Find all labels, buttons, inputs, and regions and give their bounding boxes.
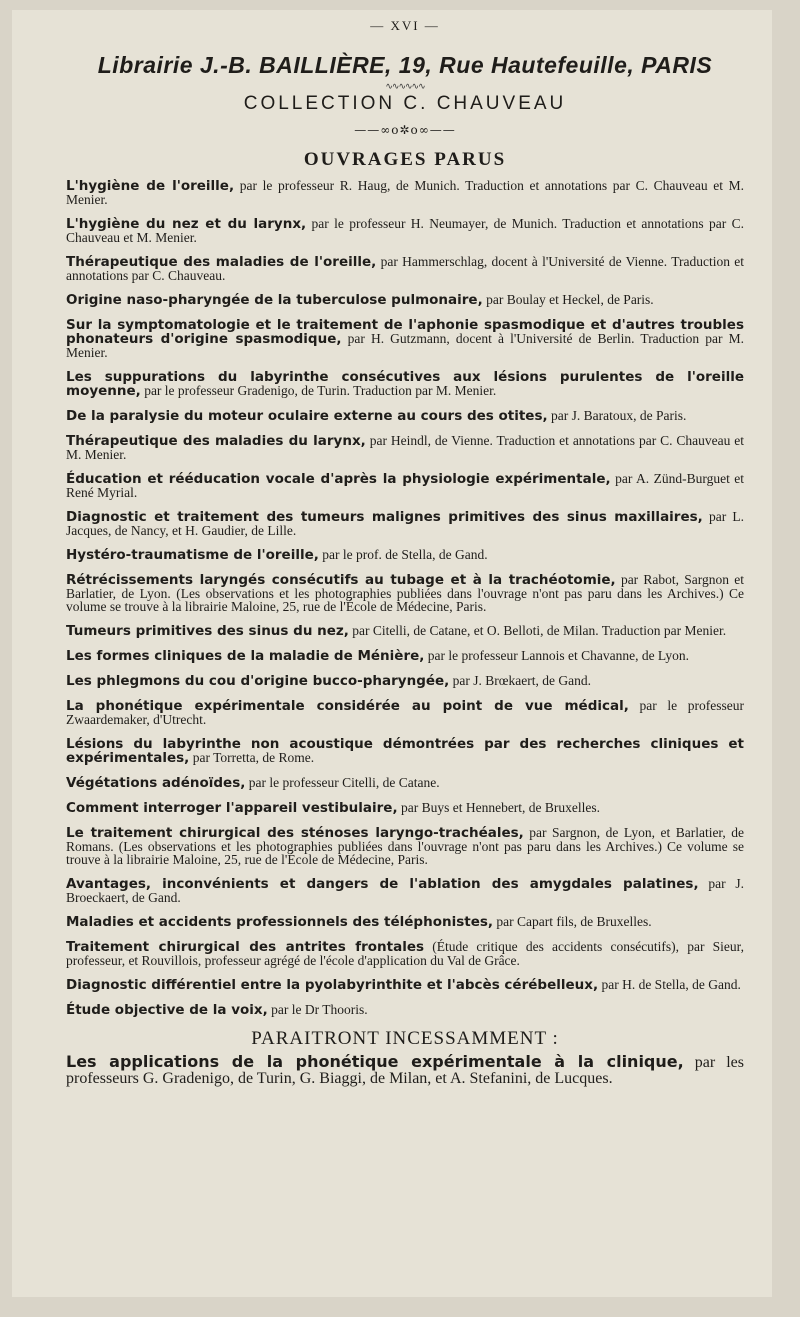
book-title: Les phlegmons du cou d'origine bucco-pharyngée, [66, 673, 450, 689]
page-number: — XVI — [370, 18, 440, 33]
book-title: Lésions du labyrinthe non acoustique démontrées par des recherches cliniques et expérimentales, [66, 736, 744, 766]
book-details: par le prof. de Stella, de Gand. [322, 547, 488, 562]
book-details: par L. Jacques, de Nancy, et H. Gaudier, de Lille. [66, 509, 745, 538]
published-list [66, 179, 744, 1017]
book-entry [66, 915, 744, 929]
book-details: par Capart fils, de Bruxelles. [496, 914, 652, 929]
book-title: Les formes cliniques de la maladie de Ménière, [66, 648, 425, 664]
book-entry [66, 548, 744, 562]
book-entry [66, 434, 744, 461]
book-entry [66, 826, 744, 866]
book-entry [66, 877, 744, 904]
book-details: par Buys et Hennebert, de Bruxelles. [400, 800, 601, 815]
book-page [12, 10, 772, 1297]
book-details: par J. Brœkaert, de Gand. [452, 673, 592, 688]
book-title: Diagnostic différentiel entre la pyolabyrinthite et l'abcès cérébelleux, [66, 977, 599, 993]
book-title: L'hygiène de l'oreille, [66, 178, 235, 194]
book-entry [66, 737, 744, 765]
book-entry [66, 318, 744, 359]
book-entry [66, 217, 744, 244]
book-details: par H. Gutzmann, docent à l'Université de Berlin. Traduction par M. Menier. [66, 331, 744, 360]
book-details: par le professeur H. Neumayer, de Munich. Traduction et annotations par C. Chauveau et M. Menier. [66, 216, 744, 245]
published-section-title: OUVRAGES PARUS [303, 149, 507, 170]
book-details: par J. Baratoux, de Paris. [551, 408, 687, 423]
book-title: Sur la symptomatologie et le traitement de l'aphonie spasmodique et d'autres troubles phonateurs d'origine spasmodique, [66, 317, 744, 347]
book-title: Les applications de la phonétique expérimentale à la clinique, [66, 1052, 684, 1071]
book-details: par Heindl, de Vienne. Traduction et annotations par C. Chauveau et M. Menier. [66, 433, 745, 462]
book-details: par le professeur R. Haug, de Munich. Traduction et annotations par C. Chauveau et M. Menier. [66, 178, 744, 207]
book-title: Avantages, inconvénients et dangers de l'ablation des amygdales palatines, [66, 876, 699, 892]
book-details: par le professeur Citelli, de Catane. [248, 775, 440, 790]
forthcoming-section-title: PARAITRONT INCESSAMMENT : [251, 1028, 559, 1049]
book-entry [66, 409, 744, 423]
book-details: par Hammerschlag, docent à l'Université de Vienne. Traduction et annotations par C. Chauveau. [66, 254, 745, 283]
book-details: par Torretta, de Rome. [192, 750, 315, 765]
book-title: Traitement chirurgical des antrites frontales [66, 939, 425, 955]
book-details: par H. de Stella, de Gand. [601, 977, 741, 992]
book-details: par le Dr Thooris. [271, 1002, 368, 1017]
book-entry [66, 370, 744, 398]
book-entry [66, 801, 744, 815]
book-title: Origine naso-pharyngée de la tuberculose pulmonaire, [66, 292, 483, 308]
book-title: Étude objective de la voix, [66, 1002, 268, 1018]
publisher-heading: Librairie J.-B. BAILLIÈRE, 19, Rue Hautefeuille, PARIS [97, 52, 713, 78]
book-details: (Étude critique des accidents consécutifs), par Sieur, professeur, et Rouvillois, professeur agrégé de l'école d'application du Val de Grâce. [66, 939, 745, 968]
book-entry [66, 978, 744, 992]
book-details: par Citelli, de Catane, et O. Belloti, de Milan. Traduction par Menier. [352, 623, 727, 638]
book-entry [66, 510, 744, 537]
book-title: Tumeurs primitives des sinus du nez, [66, 623, 349, 639]
book-title: Végétations adénoïdes, [66, 775, 246, 791]
book-title: De la paralysie du moteur oculaire externe au cours des otites, [66, 408, 548, 424]
book-details: par les professeurs G. Gradenigo, de Turin, G. Biaggi, de Milan, et A. Stefanini, de Lucques. [66, 1054, 745, 1087]
wavy-ornament: ∿∿∿∿∿∿ [385, 82, 425, 92]
book-entry [66, 649, 744, 663]
book-title: Maladies et accidents professionnels des téléphonistes, [66, 914, 494, 930]
book-entry [66, 674, 744, 688]
book-entry [66, 293, 744, 307]
book-details: par le professeur Lannois et Chavanne, de Lyon. [427, 648, 690, 663]
book-entry [66, 624, 744, 638]
book-details: par Sargnon, de Lyon, et Barlatier, de Romans. (Les observations et les photographies publiées dans l'ouvrage n'ont pas paru dans les Archives.) Ce volume se trouve à la librairie Maloine, 25, rue de l'École de Médecine, Paris. [66, 825, 744, 867]
book-details: par le professeur Zwaardemaker, d'Utrecht. [66, 698, 745, 727]
book-entry [66, 573, 744, 613]
book-details: par A. Zünd-Burguet et René Myrial. [66, 471, 744, 500]
book-entry [66, 1003, 744, 1017]
book-title: Éducation et rééducation vocale d'après la physiologie expérimentale, [66, 471, 611, 487]
book-entry [66, 255, 744, 282]
divider-ornament: ——∞o✲o∞—— [354, 123, 456, 137]
book-entry [66, 940, 744, 967]
book-details: par J. Broeckaert, de Gand. [66, 876, 744, 905]
book-details: par Rabot, Sargnon et Barlatier, de Lyon. (Les observations et les photographies publiées dans l'ouvrage n'ont pas paru dans les Archives.) Ce volume se trouve à la librairie Maloine, 25, rue de l'École de Médecine, Paris. [66, 572, 745, 614]
forthcoming-entry [66, 1054, 744, 1087]
book-entry [66, 699, 744, 726]
collection-title: COLLECTION C. CHAUVEAU [243, 93, 567, 114]
book-entry [66, 776, 744, 790]
book-details: par Boulay et Heckel, de Paris. [486, 292, 654, 307]
book-details: par le professeur Gradenigo, de Turin. Traduction par M. Menier. [144, 383, 497, 398]
book-entry [66, 472, 744, 499]
book-title: Diagnostic et traitement des tumeurs malignes primitives des sinus maxillaires, [66, 509, 703, 525]
book-title: L'hygiène du nez et du larynx, [66, 216, 307, 232]
book-title: Thérapeutique des maladies de l'oreille, [66, 254, 377, 270]
book-title: Les suppurations du labyrinthe consécutives aux lésions purulentes de l'oreille moyenne, [66, 369, 744, 399]
book-entry [66, 179, 744, 206]
book-title: Le traitement chirurgical des sténoses laryngo-trachéales, [66, 825, 524, 841]
book-title: Comment interroger l'appareil vestibulaire, [66, 800, 398, 816]
book-title: Hystéro-traumatisme de l'oreille, [66, 547, 319, 563]
book-title: Thérapeutique des maladies du larynx, [66, 433, 366, 449]
book-title: Rétrécissements laryngés consécutifs au tubage et à la trachéotomie, [66, 572, 616, 588]
book-title: La phonétique expérimentale considérée au point de vue médical, [66, 698, 629, 714]
